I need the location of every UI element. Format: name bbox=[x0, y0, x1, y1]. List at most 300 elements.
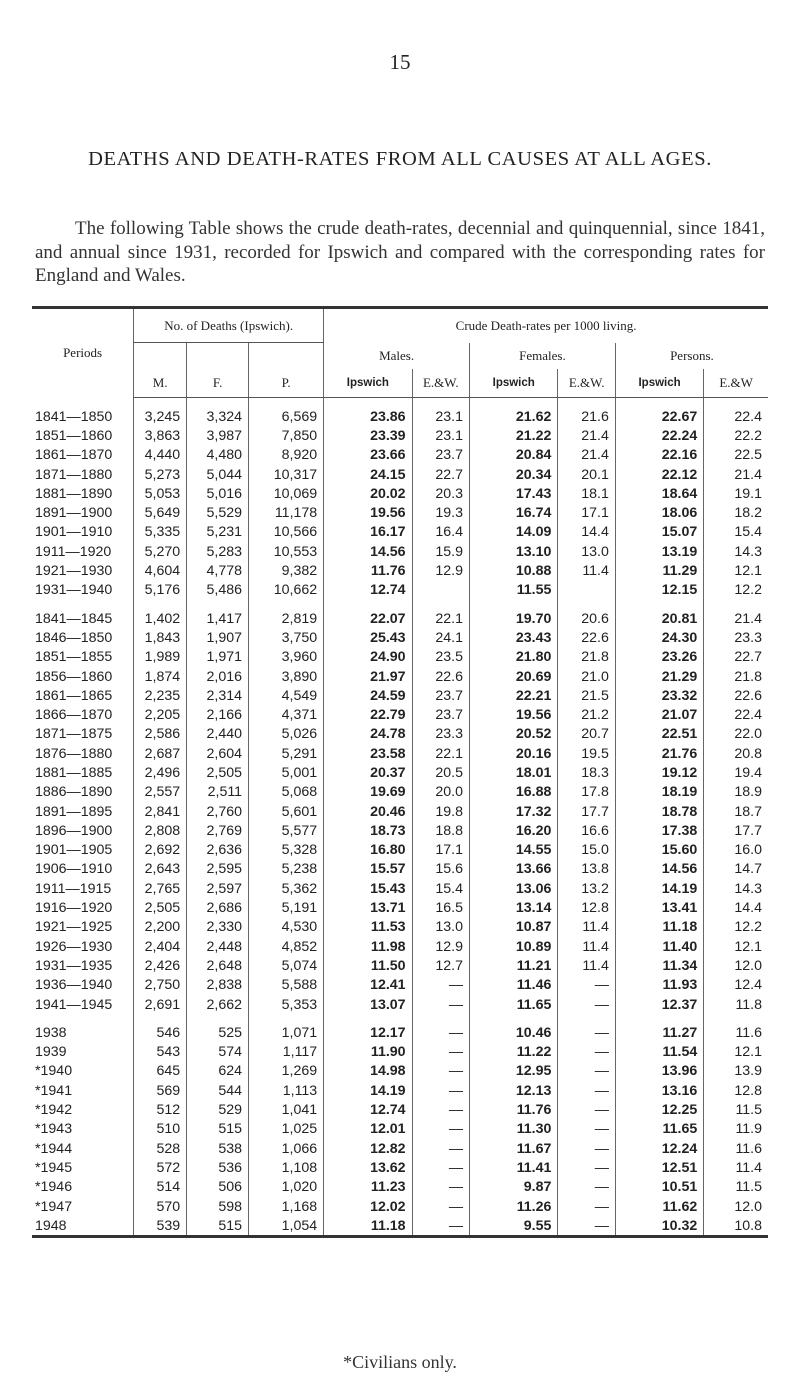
cell-persons-ew: 14.3 bbox=[704, 879, 768, 898]
cell-females-ipswich: 18.01 bbox=[470, 763, 558, 782]
cell-males-ipswich: 14.98 bbox=[324, 1062, 412, 1081]
cell-period: *1940 bbox=[35, 1063, 73, 1080]
cell-persons-ipswich: 15.60 bbox=[615, 841, 703, 860]
footnote: *Civilians only. bbox=[343, 1352, 457, 1372]
cell-persons-ipswich: 22.12 bbox=[615, 465, 703, 484]
cell-females-ew: — bbox=[558, 1062, 615, 1081]
cell-males-ipswich: 11.50 bbox=[324, 956, 412, 975]
cell-deaths-p: 5,291 bbox=[249, 744, 324, 763]
cell-persons-ew: 12.0 bbox=[704, 956, 768, 975]
col-males-ipswich: Ipswich bbox=[324, 369, 412, 398]
cell-females-ipswich: 11.41 bbox=[470, 1158, 558, 1177]
cell-females-ew: 11.4 bbox=[558, 937, 615, 956]
cell-deaths-f: 5,016 bbox=[187, 484, 249, 503]
cell-males-ew: — bbox=[412, 1062, 469, 1081]
cell-males-ew: 15.6 bbox=[412, 860, 469, 879]
cell-deaths-p: 1,108 bbox=[249, 1158, 324, 1177]
cell-males-ipswich: 11.76 bbox=[324, 561, 412, 580]
cell-females-ipswich: 11.65 bbox=[470, 995, 558, 1014]
cell-males-ew: — bbox=[412, 995, 469, 1014]
cell-persons-ew: 14.3 bbox=[704, 542, 768, 561]
cell-period: 1871—1875 bbox=[35, 726, 113, 743]
cell-deaths-p: 5,601 bbox=[249, 802, 324, 821]
cell-males-ew: 17.1 bbox=[412, 841, 469, 860]
cell-deaths-f: 2,511 bbox=[187, 783, 249, 802]
cell-persons-ew: 12.2 bbox=[704, 581, 768, 600]
cell-males-ipswich: 23.39 bbox=[324, 426, 412, 445]
cell-deaths-m: 569 bbox=[134, 1081, 187, 1100]
cell-persons-ipswich: 18.06 bbox=[615, 503, 703, 522]
cell-period: 1911—1915 bbox=[35, 880, 112, 897]
cell-persons-ew: 19.1 bbox=[704, 484, 768, 503]
table-row bbox=[32, 918, 768, 937]
cell-persons-ipswich: 23.26 bbox=[615, 648, 703, 667]
cell-persons-ipswich: 11.34 bbox=[615, 956, 703, 975]
cell-females-ew: — bbox=[558, 1139, 615, 1158]
cell-males-ew: 23.5 bbox=[412, 648, 469, 667]
cell-period: 1881—1890 bbox=[35, 485, 113, 502]
cell-deaths-p: 5,588 bbox=[249, 976, 324, 995]
cell-period: 1841—1850 bbox=[35, 408, 113, 425]
cell-persons-ew: 11.5 bbox=[704, 1178, 768, 1197]
cell-period: 1851—1860 bbox=[35, 427, 113, 444]
cell-period: 1906—1910 bbox=[35, 861, 113, 878]
cell-persons-ew: 22.7 bbox=[704, 648, 768, 667]
cell-persons-ew: 16.0 bbox=[704, 841, 768, 860]
table-row bbox=[32, 898, 768, 917]
cell-deaths-m: 4,440 bbox=[134, 446, 187, 465]
death-rates-table-wrap bbox=[32, 306, 768, 1238]
cell-females-ipswich: 10.46 bbox=[470, 1023, 558, 1042]
cell-persons-ipswich: 13.19 bbox=[615, 542, 703, 561]
cell-females-ew: 13.2 bbox=[558, 879, 615, 898]
cell-males-ipswich: 11.90 bbox=[324, 1043, 412, 1062]
cell-females-ew: 21.8 bbox=[558, 648, 615, 667]
cell-persons-ipswich: 19.12 bbox=[615, 763, 703, 782]
cell-persons-ew: 10.8 bbox=[704, 1216, 768, 1237]
cell-females-ew: 11.4 bbox=[558, 561, 615, 580]
cell-females-ew: 17.8 bbox=[558, 783, 615, 802]
cell-persons-ipswich: 22.67 bbox=[615, 407, 703, 426]
cell-deaths-m: 572 bbox=[134, 1158, 187, 1177]
cell-deaths-p: 1,113 bbox=[249, 1081, 324, 1100]
cell-deaths-p: 4,852 bbox=[249, 937, 324, 956]
cell-males-ew: 13.0 bbox=[412, 918, 469, 937]
cell-deaths-f: 536 bbox=[187, 1158, 249, 1177]
cell-males-ew: 18.8 bbox=[412, 821, 469, 840]
cell-persons-ew: 12.0 bbox=[704, 1197, 768, 1216]
cell-males-ew: 19.8 bbox=[412, 802, 469, 821]
cell-deaths-f: 574 bbox=[187, 1043, 249, 1062]
cell-period: 1948 bbox=[35, 1217, 67, 1234]
cell-males-ipswich: 23.58 bbox=[324, 744, 412, 763]
cell-females-ew: 20.7 bbox=[558, 725, 615, 744]
cell-deaths-f: 3,987 bbox=[187, 426, 249, 445]
cell-period: *1945 bbox=[35, 1159, 73, 1176]
cell-period: 1856—1860 bbox=[35, 668, 113, 685]
cell-persons-ew: 11.8 bbox=[704, 995, 768, 1014]
table-header bbox=[32, 308, 768, 398]
cell-males-ipswich: 20.02 bbox=[324, 484, 412, 503]
cell-males-ipswich: 13.62 bbox=[324, 1158, 412, 1177]
cell-persons-ew: 11.4 bbox=[704, 1158, 768, 1177]
cell-males-ipswich: 21.97 bbox=[324, 667, 412, 686]
cell-deaths-p: 9,382 bbox=[249, 561, 324, 580]
cell-deaths-f: 2,314 bbox=[187, 686, 249, 705]
cell-deaths-p: 5,328 bbox=[249, 841, 324, 860]
cell-deaths-m: 2,205 bbox=[134, 705, 187, 724]
table-row bbox=[32, 628, 768, 647]
cell-period: 1901—1910 bbox=[35, 524, 113, 541]
table-row bbox=[32, 1100, 768, 1119]
cell-persons-ew: 22.2 bbox=[704, 426, 768, 445]
table-row bbox=[32, 937, 768, 956]
cell-deaths-m: 514 bbox=[134, 1178, 187, 1197]
table-row bbox=[32, 446, 768, 465]
cell-deaths-p: 5,577 bbox=[249, 821, 324, 840]
table-row bbox=[32, 1158, 768, 1177]
cell-deaths-m: 1,989 bbox=[134, 648, 187, 667]
cell-period: 1861—1870 bbox=[35, 447, 113, 464]
cell-males-ew: 20.3 bbox=[412, 484, 469, 503]
cell-deaths-f: 515 bbox=[187, 1120, 249, 1139]
cell-females-ipswich: 20.84 bbox=[470, 446, 558, 465]
cell-females-ew: 11.4 bbox=[558, 918, 615, 937]
table-row bbox=[32, 561, 768, 580]
cell-period: 1891—1900 bbox=[35, 505, 113, 522]
cell-males-ew: 19.3 bbox=[412, 503, 469, 522]
cell-deaths-p: 3,750 bbox=[249, 628, 324, 647]
cell-males-ew: 20.0 bbox=[412, 783, 469, 802]
cell-deaths-m: 539 bbox=[134, 1216, 187, 1237]
cell-females-ew: 18.1 bbox=[558, 484, 615, 503]
cell-males-ipswich: 12.01 bbox=[324, 1120, 412, 1139]
cell-males-ew: — bbox=[412, 1100, 469, 1119]
cell-males-ew: 16.5 bbox=[412, 898, 469, 917]
intro-paragraph bbox=[35, 217, 765, 288]
cell-persons-ew: 15.4 bbox=[704, 523, 768, 542]
table-row bbox=[32, 542, 768, 561]
cell-deaths-f: 2,597 bbox=[187, 879, 249, 898]
cell-deaths-m: 1,874 bbox=[134, 667, 187, 686]
cell-persons-ew: 22.4 bbox=[704, 407, 768, 426]
cell-females-ew: 17.7 bbox=[558, 802, 615, 821]
cell-deaths-m: 2,505 bbox=[134, 898, 187, 917]
cell-deaths-p: 5,362 bbox=[249, 879, 324, 898]
cell-deaths-f: 2,686 bbox=[187, 898, 249, 917]
cell-females-ew: 21.5 bbox=[558, 686, 615, 705]
cell-persons-ew: 19.4 bbox=[704, 763, 768, 782]
cell-persons-ipswich: 12.15 bbox=[615, 581, 703, 600]
cell-deaths-m: 512 bbox=[134, 1100, 187, 1119]
table-row bbox=[32, 465, 768, 484]
cell-persons-ew: 21.4 bbox=[704, 465, 768, 484]
cell-females-ew: 21.4 bbox=[558, 446, 615, 465]
cell-females-ipswich: 11.26 bbox=[470, 1197, 558, 1216]
cell-females-ipswich: 13.06 bbox=[470, 879, 558, 898]
cell-persons-ipswich: 12.37 bbox=[615, 995, 703, 1014]
col-persons-ew: E.&W bbox=[704, 369, 768, 398]
cell-deaths-p: 5,001 bbox=[249, 763, 324, 782]
cell-deaths-p: 5,238 bbox=[249, 860, 324, 879]
cell-males-ipswich: 24.59 bbox=[324, 686, 412, 705]
cell-deaths-f: 5,486 bbox=[187, 581, 249, 600]
cell-persons-ipswich: 12.51 bbox=[615, 1158, 703, 1177]
table-row bbox=[32, 995, 768, 1014]
cell-deaths-p: 1,041 bbox=[249, 1100, 324, 1119]
cell-deaths-p: 1,066 bbox=[249, 1139, 324, 1158]
cell-females-ew: 13.8 bbox=[558, 860, 615, 879]
cell-females-ew: 21.4 bbox=[558, 426, 615, 445]
cell-females-ew: 20.6 bbox=[558, 609, 615, 628]
cell-persons-ipswich: 11.40 bbox=[615, 937, 703, 956]
cell-males-ipswich: 16.80 bbox=[324, 841, 412, 860]
cell-females-ipswich: 11.21 bbox=[470, 956, 558, 975]
cell-persons-ipswich: 11.65 bbox=[615, 1120, 703, 1139]
cell-period: 1846—1850 bbox=[35, 629, 113, 646]
cell-females-ipswich: 21.62 bbox=[470, 407, 558, 426]
cell-persons-ipswich: 24.30 bbox=[615, 628, 703, 647]
rates-header: Crude Death-rates per 1000 living. bbox=[324, 308, 768, 343]
cell-females-ipswich: 17.32 bbox=[470, 802, 558, 821]
cell-males-ipswich: 24.15 bbox=[324, 465, 412, 484]
cell-period: *1943 bbox=[35, 1121, 73, 1138]
cell-deaths-m: 1,843 bbox=[134, 628, 187, 647]
cell-males-ew: 23.7 bbox=[412, 705, 469, 724]
cell-persons-ew: 22.0 bbox=[704, 725, 768, 744]
cell-females-ew: — bbox=[558, 995, 615, 1014]
cell-deaths-p: 10,069 bbox=[249, 484, 324, 503]
cell-females-ew: 12.8 bbox=[558, 898, 615, 917]
cell-males-ew: 23.1 bbox=[412, 426, 469, 445]
cell-persons-ipswich: 21.29 bbox=[615, 667, 703, 686]
cell-persons-ew: 22.5 bbox=[704, 446, 768, 465]
cell-females-ew: — bbox=[558, 1081, 615, 1100]
col-males-ew: E.&W. bbox=[412, 369, 469, 398]
cell-persons-ipswich: 11.54 bbox=[615, 1043, 703, 1062]
cell-deaths-m: 2,643 bbox=[134, 860, 187, 879]
cell-persons-ew: 12.4 bbox=[704, 976, 768, 995]
cell-females-ipswich: 12.13 bbox=[470, 1081, 558, 1100]
cell-deaths-p: 7,850 bbox=[249, 426, 324, 445]
cell-females-ipswich: 20.52 bbox=[470, 725, 558, 744]
cell-males-ipswich: 12.82 bbox=[324, 1139, 412, 1158]
cell-persons-ew: 12.2 bbox=[704, 918, 768, 937]
cell-persons-ipswich: 13.96 bbox=[615, 1062, 703, 1081]
cell-persons-ew: 12.1 bbox=[704, 561, 768, 580]
cell-persons-ew: 21.4 bbox=[704, 609, 768, 628]
cell-period: 1841—1845 bbox=[35, 610, 113, 627]
cell-deaths-m: 2,841 bbox=[134, 802, 187, 821]
cell-deaths-p: 5,191 bbox=[249, 898, 324, 917]
cell-persons-ipswich: 15.07 bbox=[615, 523, 703, 542]
cell-persons-ipswich: 22.24 bbox=[615, 426, 703, 445]
cell-deaths-f: 4,778 bbox=[187, 561, 249, 580]
cell-males-ew: 23.7 bbox=[412, 446, 469, 465]
cell-persons-ipswich: 22.51 bbox=[615, 725, 703, 744]
table-row bbox=[32, 1216, 768, 1237]
table-row bbox=[32, 763, 768, 782]
cell-females-ew: 14.4 bbox=[558, 523, 615, 542]
cell-deaths-m: 2,235 bbox=[134, 686, 187, 705]
cell-males-ipswich: 12.02 bbox=[324, 1197, 412, 1216]
cell-deaths-p: 10,317 bbox=[249, 465, 324, 484]
cell-period: 1921—1930 bbox=[35, 563, 113, 580]
cell-deaths-f: 598 bbox=[187, 1197, 249, 1216]
cell-females-ipswich: 11.46 bbox=[470, 976, 558, 995]
table-row bbox=[32, 648, 768, 667]
cell-females-ew: 21.0 bbox=[558, 667, 615, 686]
table-row bbox=[32, 744, 768, 763]
cell-females-ipswich: 13.14 bbox=[470, 898, 558, 917]
cell-females-ipswich: 20.16 bbox=[470, 744, 558, 763]
cell-females-ipswich: 9.87 bbox=[470, 1178, 558, 1197]
table-row bbox=[32, 581, 768, 600]
cell-deaths-f: 515 bbox=[187, 1216, 249, 1237]
cell-females-ipswich: 11.76 bbox=[470, 1100, 558, 1119]
cell-persons-ipswich: 17.38 bbox=[615, 821, 703, 840]
cell-males-ew: 23.3 bbox=[412, 725, 469, 744]
cell-deaths-m: 2,808 bbox=[134, 821, 187, 840]
cell-deaths-p: 10,662 bbox=[249, 581, 324, 600]
cell-deaths-f: 5,044 bbox=[187, 465, 249, 484]
col-females-ipswich: Ipswich bbox=[470, 369, 558, 398]
cell-deaths-m: 5,649 bbox=[134, 503, 187, 522]
cell-males-ipswich: 11.18 bbox=[324, 1216, 412, 1237]
cell-deaths-m: 2,765 bbox=[134, 879, 187, 898]
cell-females-ipswich: 13.66 bbox=[470, 860, 558, 879]
cell-males-ew: — bbox=[412, 1139, 469, 1158]
table-row bbox=[32, 503, 768, 522]
cell-females-ew: — bbox=[558, 1158, 615, 1177]
cell-deaths-f: 2,769 bbox=[187, 821, 249, 840]
cell-persons-ew: 14.4 bbox=[704, 898, 768, 917]
cell-deaths-p: 1,168 bbox=[249, 1197, 324, 1216]
cell-deaths-p: 3,890 bbox=[249, 667, 324, 686]
death-rates-table bbox=[32, 306, 768, 1238]
cell-males-ipswich: 13.71 bbox=[324, 898, 412, 917]
cell-persons-ew: 11.9 bbox=[704, 1120, 768, 1139]
cell-deaths-m: 510 bbox=[134, 1120, 187, 1139]
cell-females-ipswich: 14.09 bbox=[470, 523, 558, 542]
cell-males-ipswich: 12.41 bbox=[324, 976, 412, 995]
cell-persons-ipswich: 13.41 bbox=[615, 898, 703, 917]
cell-deaths-p: 8,920 bbox=[249, 446, 324, 465]
cell-deaths-f: 529 bbox=[187, 1100, 249, 1119]
cell-deaths-f: 2,016 bbox=[187, 667, 249, 686]
table-row bbox=[32, 860, 768, 879]
cell-females-ew: 13.0 bbox=[558, 542, 615, 561]
cell-persons-ew: 14.7 bbox=[704, 860, 768, 879]
cell-period: 1901—1905 bbox=[35, 842, 113, 859]
cell-deaths-f: 525 bbox=[187, 1023, 249, 1042]
cell-period: 1936—1940 bbox=[35, 977, 113, 994]
cell-females-ipswich: 20.34 bbox=[470, 465, 558, 484]
cell-deaths-f: 4,480 bbox=[187, 446, 249, 465]
cell-deaths-m: 1,402 bbox=[134, 609, 187, 628]
cell-females-ew: — bbox=[558, 1100, 615, 1119]
cell-deaths-f: 2,838 bbox=[187, 976, 249, 995]
cell-males-ew: — bbox=[412, 1120, 469, 1139]
cell-females-ipswich: 11.55 bbox=[470, 581, 558, 600]
cell-males-ipswich: 11.53 bbox=[324, 918, 412, 937]
cell-females-ipswich: 14.55 bbox=[470, 841, 558, 860]
cell-persons-ew: 18.2 bbox=[704, 503, 768, 522]
cell-males-ipswich: 19.56 bbox=[324, 503, 412, 522]
cell-females-ew: 19.5 bbox=[558, 744, 615, 763]
cell-deaths-f: 2,448 bbox=[187, 937, 249, 956]
cell-persons-ew: 12.1 bbox=[704, 1043, 768, 1062]
cell-deaths-f: 5,231 bbox=[187, 523, 249, 542]
cell-males-ew: 22.7 bbox=[412, 465, 469, 484]
cell-deaths-p: 6,569 bbox=[249, 407, 324, 426]
deaths-header: No. of Deaths (Ipswich). bbox=[134, 308, 324, 343]
cell-period: 1939 bbox=[35, 1044, 67, 1061]
cell-deaths-m: 2,750 bbox=[134, 976, 187, 995]
table-row bbox=[32, 686, 768, 705]
col-females-ew: E.&W. bbox=[558, 369, 615, 398]
cell-period: 1851—1855 bbox=[35, 649, 113, 666]
table-row bbox=[32, 484, 768, 503]
cell-deaths-f: 624 bbox=[187, 1062, 249, 1081]
table-row bbox=[32, 879, 768, 898]
cell-deaths-p: 1,269 bbox=[249, 1062, 324, 1081]
cell-males-ipswich: 20.37 bbox=[324, 763, 412, 782]
cell-females-ipswich: 12.95 bbox=[470, 1062, 558, 1081]
cell-males-ew: 15.4 bbox=[412, 879, 469, 898]
cell-deaths-m: 543 bbox=[134, 1043, 187, 1062]
cell-females-ipswich: 19.70 bbox=[470, 609, 558, 628]
cell-males-ew: — bbox=[412, 1216, 469, 1237]
cell-deaths-m: 5,270 bbox=[134, 542, 187, 561]
cell-males-ipswich: 15.57 bbox=[324, 860, 412, 879]
cell-females-ew: — bbox=[558, 1216, 615, 1237]
cell-males-ew: 22.6 bbox=[412, 667, 469, 686]
cell-females-ipswich: 19.56 bbox=[470, 705, 558, 724]
table-row bbox=[32, 1197, 768, 1216]
cell-deaths-p: 10,566 bbox=[249, 523, 324, 542]
page-title: DEATHS AND DEATH-RATES FROM ALL CAUSES AT ALL AGES. bbox=[88, 148, 712, 170]
cell-persons-ew: 21.8 bbox=[704, 667, 768, 686]
cell-deaths-m: 5,053 bbox=[134, 484, 187, 503]
cell-persons-ew: 22.6 bbox=[704, 686, 768, 705]
cell-males-ew: — bbox=[412, 1178, 469, 1197]
cell-deaths-f: 2,662 bbox=[187, 995, 249, 1014]
cell-period: 1938 bbox=[35, 1024, 67, 1041]
cell-period: 1876—1880 bbox=[35, 745, 113, 762]
cell-deaths-f: 5,529 bbox=[187, 503, 249, 522]
cell-males-ew: 12.9 bbox=[412, 937, 469, 956]
table-row bbox=[32, 1139, 768, 1158]
cell-males-ipswich: 20.46 bbox=[324, 802, 412, 821]
cell-males-ew: 20.5 bbox=[412, 763, 469, 782]
cell-females-ipswich: 20.69 bbox=[470, 667, 558, 686]
cell-males-ew: — bbox=[412, 1197, 469, 1216]
cell-deaths-f: 2,604 bbox=[187, 744, 249, 763]
col-m: M. bbox=[134, 369, 187, 398]
cell-deaths-m: 570 bbox=[134, 1197, 187, 1216]
cell-deaths-p: 5,353 bbox=[249, 995, 324, 1014]
cell-persons-ipswich: 11.18 bbox=[615, 918, 703, 937]
cell-females-ew: — bbox=[558, 1120, 615, 1139]
periods-header: Periods bbox=[63, 345, 103, 361]
cell-deaths-m: 3,245 bbox=[134, 407, 187, 426]
cell-deaths-f: 3,324 bbox=[187, 407, 249, 426]
table-row bbox=[32, 1043, 768, 1062]
table-row bbox=[32, 956, 768, 975]
cell-deaths-m: 645 bbox=[134, 1062, 187, 1081]
cell-deaths-p: 1,117 bbox=[249, 1043, 324, 1062]
